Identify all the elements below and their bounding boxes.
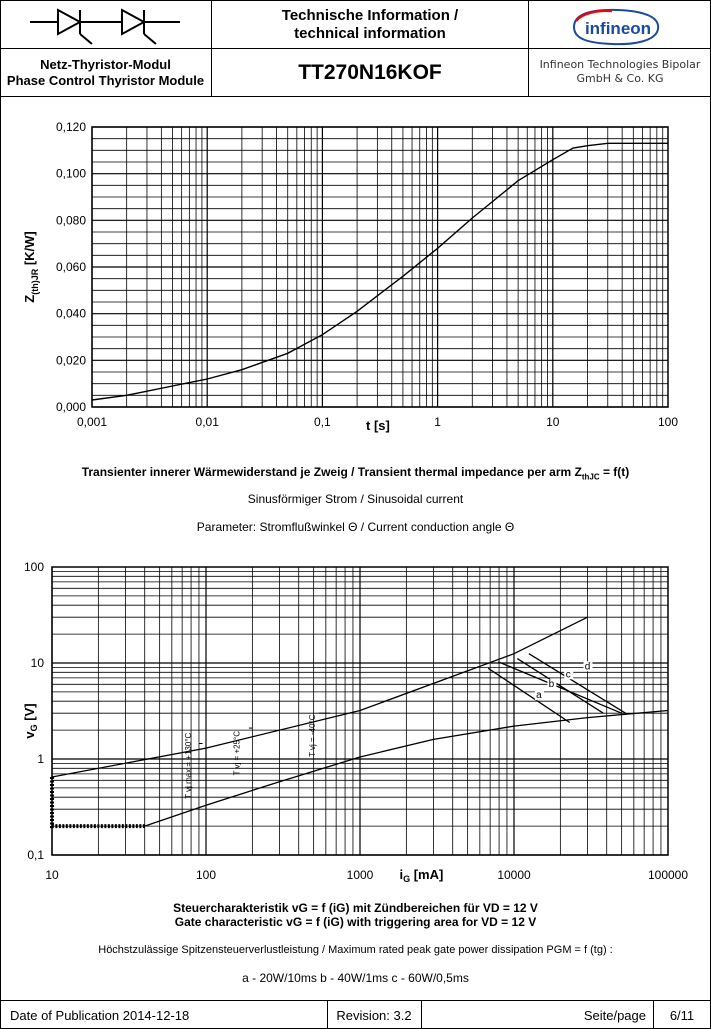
chart1-y-tick-label: 0,120 — [55, 120, 86, 134]
chart2-temp-label: T vj = +25°C — [232, 730, 242, 776]
company-name — [530, 52, 710, 92]
chart2-x-tick-label: 1000 — [346, 868, 374, 882]
chart2-y-tick-label: 0,1 — [27, 848, 44, 862]
chart1-subcaption: Sinusförmiger Strom / Sinusoidal current — [247, 492, 464, 506]
chart2-power-note: Höchstzulässige Spitzensteuerverlustleistung / Maximum rated peak gate power dissipation PGM = f (tg) : — [98, 944, 613, 956]
chart2-y-tick-label: 1 — [37, 752, 44, 766]
doc-title-de: Technische Information / — [281, 7, 459, 24]
chart1-caption-main: Transienter innerer Wärmewiderstand je Zweig / Transient thermal impedance per arm Z — [81, 465, 582, 479]
chart2-curve-letter-d: d — [584, 661, 591, 673]
footer-page-value: 6/11 — [669, 1008, 695, 1023]
chart1-x-axis-label: t [s] — [366, 418, 390, 433]
infineon-logo — [568, 7, 664, 47]
chart1-x-tick-label: 0,1 — [314, 415, 331, 429]
logo-text: infineon — [584, 19, 652, 38]
footer-divider-2 — [421, 1000, 422, 1029]
doc-title — [212, 2, 528, 48]
chart1-x-tick-label: 0,001 — [76, 415, 108, 429]
chart2-temp-label: T vj max = +130°C — [184, 732, 194, 799]
chart1-y-tick-label: 0,040 — [55, 306, 86, 321]
module-name — [0, 50, 211, 96]
company-line1: Infineon Technologies Bipolar — [539, 58, 701, 71]
module-name-en: Phase Control Thyristor Module — [6, 73, 205, 88]
footer-publication: Date of Publication 2014-12-18 — [10, 1008, 190, 1023]
part-number: TT270N16KOF — [298, 60, 442, 84]
chart2-temp-label: T vj = -40°C — [308, 714, 317, 757]
header-divider-right — [528, 0, 529, 96]
chart1-y-tick-label: 0,020 — [55, 353, 86, 368]
chart1-y-tick-label: 0,100 — [55, 166, 86, 181]
chart2-caption — [0, 901, 711, 929]
gate-characteristic-chart — [0, 555, 711, 895]
thermal-impedance-chart — [0, 110, 711, 440]
chart1-y-tick-label: 0,000 — [55, 400, 86, 414]
chart2-curve-letter-a: a — [536, 690, 542, 702]
chart2-x-tick-label: 100000 — [647, 868, 689, 882]
chart1-y-tick-label: 0,060 — [55, 260, 86, 274]
chart1-caption-sub: thJC — [581, 472, 600, 482]
chart1-x-tick-label: 100 — [657, 415, 679, 429]
chart2-y-tick-label: 10 — [30, 656, 44, 670]
chart1-y-tick-label: 0,080 — [55, 213, 86, 228]
chart2-x-tick-label: 10000 — [497, 868, 531, 882]
chart1-x-tick-label: 10 — [546, 415, 560, 429]
company-line2: GmbH & Co. KG — [576, 72, 664, 85]
chart2-y-axis-label: $v_G$ [V] — [22, 703, 39, 739]
chart1-x-tick-label: 1 — [434, 415, 441, 429]
chart1-caption-tail: = f(t) — [599, 465, 630, 479]
chart1-y-axis-label: $Z_{(th)JR}$ [K/W] — [22, 231, 40, 303]
chart1-parameter: Parameter: Stromflußwinkel Θ / Current conduction angle Θ — [196, 520, 515, 534]
chart2-power-values: a - 20W/10ms b - 40W/1ms c - 60W/0,5ms — [242, 971, 469, 985]
chart1-caption — [0, 465, 711, 481]
chart1-x-tick-label: 0,01 — [195, 415, 219, 429]
chart2-x-tick-label: 10 — [45, 868, 59, 882]
chart2-x-tick-label: 100 — [195, 868, 217, 882]
chart2-caption-en: Gate characteristic vG = f (iG) with triggering area for VD = 12 V — [174, 915, 537, 929]
chart2-power-line-a — [488, 668, 570, 722]
footer-top-rule — [0, 1000, 711, 1001]
chart1-zth-curve — [92, 143, 668, 400]
chart2-caption-de: Steuercharakteristik vG = f (iG) mit Zündbereichen für VD = 12 V — [173, 901, 538, 915]
chart2-curve-letter-c: c — [565, 669, 571, 681]
footer-page-label: Seite/page — [583, 1008, 646, 1023]
footer-revision: Revision: 3.2 — [336, 1008, 412, 1023]
header-bottom-rule — [0, 96, 711, 97]
chart2-y-tick-label: 100 — [23, 560, 44, 574]
chart2-curve-letter-b: b — [548, 679, 555, 691]
thyristor-symbol-icon — [30, 6, 180, 46]
chart2-x-axis-label: $i_G$ [mA] — [399, 867, 444, 884]
module-name-de: Netz-Thyristor-Modul — [40, 57, 171, 72]
doc-title-en: technical information — [294, 25, 446, 42]
